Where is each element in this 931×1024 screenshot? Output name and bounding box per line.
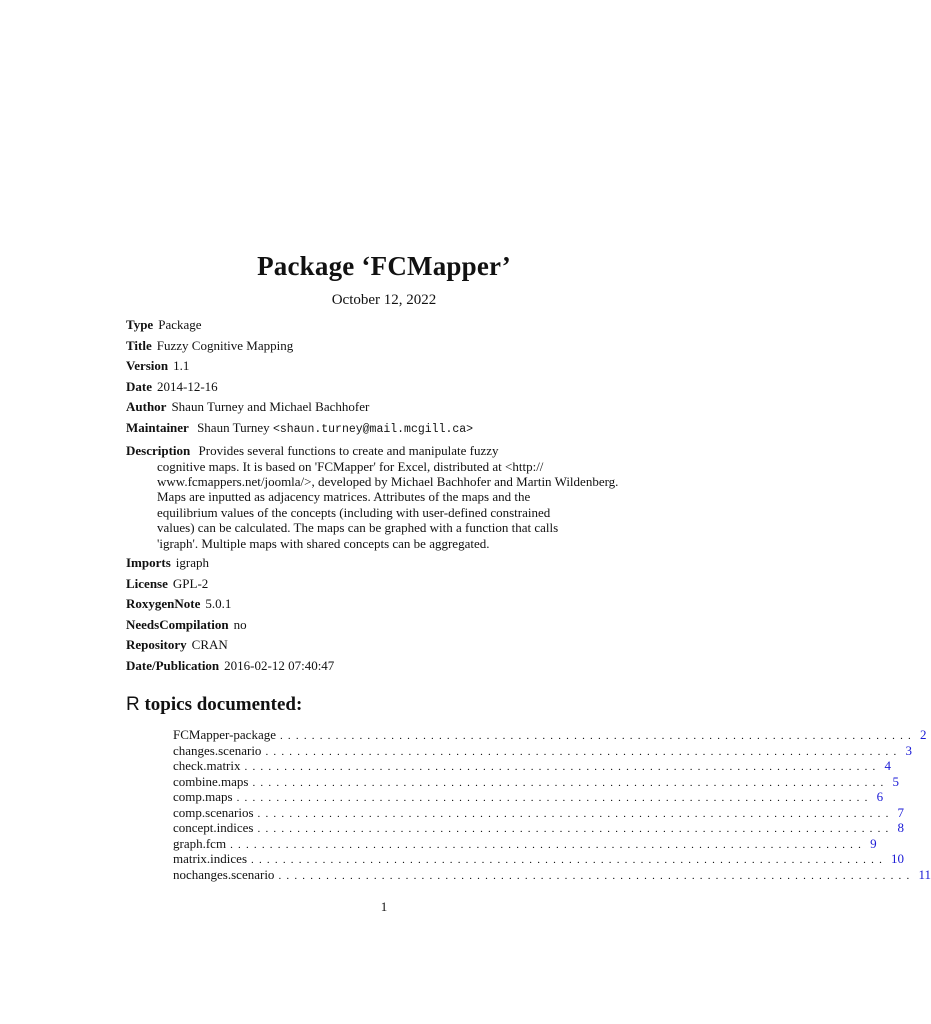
field-key: Date/Publication (126, 657, 220, 673)
field-repository (126, 637, 626, 653)
toc-leader-dots: ................................................................................ (257, 807, 894, 820)
toc-page-link[interactable]: 7 (897, 804, 905, 820)
toc-page-link[interactable]: 10 (891, 851, 905, 866)
toc-page-link[interactable]: 8 (897, 820, 904, 835)
toc-entry-name: nochanges.scenario (173, 866, 275, 882)
field-value: 2014-12-16 (157, 378, 218, 394)
toc-page-link[interactable]: 4 (884, 758, 891, 773)
toc-entry (173, 789, 884, 805)
toc-entry-name: FCMapper-package (173, 727, 276, 742)
field-value: 2016-02-12 07:40:47 (224, 657, 335, 673)
toc-entry (173, 804, 905, 821)
toc-leader-dots: ................................................................................ (244, 761, 881, 773)
description-first-line: Provides several functions to create and manipulate fuzzy (198, 442, 499, 458)
field-imports (126, 555, 626, 571)
field-value: GPL-2 (172, 575, 209, 591)
field-type (126, 317, 626, 333)
field-author (126, 399, 626, 415)
field-key: License (126, 575, 168, 591)
field-key: Title (126, 337, 152, 353)
description-line: www.fcmappers.net/joomla/>, developed by Michael Bachhofer and Martin Wildenberg. (157, 473, 619, 489)
topics-heading (126, 694, 302, 716)
field-value: Shaun Turney and Michael Bachhofer (171, 399, 370, 415)
toc-entry (173, 742, 912, 759)
description-line: values) can be calculated. The maps can be graphed with a function that calls (157, 520, 559, 536)
toc-page-link[interactable]: 5 (892, 773, 899, 789)
toc-entry (173, 835, 877, 852)
toc-entry-name: matrix.indices (173, 851, 248, 866)
toc-leader-dots: ................................................................................ (236, 792, 873, 804)
field-date (126, 379, 626, 395)
field-value: igraph (175, 555, 209, 570)
toc-entry (173, 727, 927, 743)
toc-leader-dots: ................................................................................ (279, 730, 916, 742)
toc-entry (173, 773, 899, 790)
toc-entry-name: graph.fcm (173, 835, 227, 851)
r-logo-text: R (126, 694, 140, 715)
toc-entry-name: check.matrix (173, 758, 241, 773)
toc-entry (173, 851, 905, 867)
field-key: Date (126, 378, 152, 394)
field-value: 1.1 (173, 358, 190, 374)
package-title: Package ‘FCMapper’ (257, 251, 511, 281)
field-key: NeedsCompilation (126, 616, 229, 632)
toc-entry-name: concept.indices (173, 820, 254, 835)
toc-entry-name: comp.scenarios (173, 804, 254, 820)
field-title (126, 338, 626, 354)
toc-entry (173, 866, 931, 883)
toc-page-link[interactable]: 6 (876, 789, 884, 804)
description-line: cognitive maps. It is based on 'FCMapper' for Excel, distributed at <http:// (157, 458, 544, 474)
table-of-contents (173, 727, 931, 882)
field-key: Author (126, 399, 167, 415)
maintainer-name: Shaun Turney (197, 419, 270, 435)
toc-page-link[interactable]: 9 (870, 835, 877, 851)
toc-entry-name: comp.maps (173, 789, 233, 804)
field-description (126, 443, 626, 551)
field-maintainer (126, 420, 626, 438)
toc-page-link[interactable]: 2 (919, 727, 927, 742)
page-number: 1 (380, 899, 388, 914)
toc-entry (173, 820, 904, 836)
toc-entry-name: combine.maps (173, 773, 249, 789)
toc-leader-dots: ................................................................................ (251, 854, 888, 866)
field-version (126, 358, 626, 374)
field-license (126, 576, 626, 592)
toc-leader-dots: ................................................................................ (252, 776, 889, 789)
document-date: October 12, 2022 (331, 292, 437, 308)
description-line: equilibrium values of the concepts (including with user-defined constrained (157, 504, 551, 520)
field-key: Imports (126, 555, 171, 570)
field-key: RoxygenNote (126, 596, 201, 612)
field-key: Repository (126, 637, 187, 653)
field-value: no (233, 616, 247, 632)
description-line: Maps are inputted as adjacency matrices. Attributes of the maps and the (157, 489, 531, 505)
package-fields (126, 317, 626, 679)
field-value: CRAN (191, 637, 228, 653)
toc-leader-dots: ................................................................................ (257, 823, 894, 835)
toc-page-link[interactable]: 11 (918, 866, 931, 882)
field-key: Description (126, 442, 191, 458)
field-date-publication (126, 658, 626, 674)
topics-heading-text: topics documented: (144, 694, 303, 715)
toc-entry (173, 758, 891, 774)
description-line: 'igraph'. Multiple maps with shared concepts can be aggregated. (157, 535, 490, 551)
field-needscompilation (126, 617, 626, 633)
field-value: Package (158, 317, 202, 332)
toc-page-link[interactable]: 3 (905, 742, 912, 758)
toc-leader-dots: ................................................................................ (278, 869, 915, 882)
field-value: Fuzzy Cognitive Mapping (156, 337, 294, 353)
field-roxygennote (126, 596, 626, 612)
field-key: Version (126, 358, 169, 374)
field-key: Maintainer (126, 419, 189, 435)
maintainer-email: <shaun.turney@mail.mcgill.ca> (272, 422, 474, 436)
field-key: Type (126, 317, 154, 332)
toc-leader-dots: ................................................................................ (265, 745, 902, 758)
toc-entry-name: changes.scenario (173, 742, 262, 758)
toc-leader-dots: ................................................................................ (230, 838, 867, 851)
field-value: 5.0.1 (205, 596, 232, 612)
